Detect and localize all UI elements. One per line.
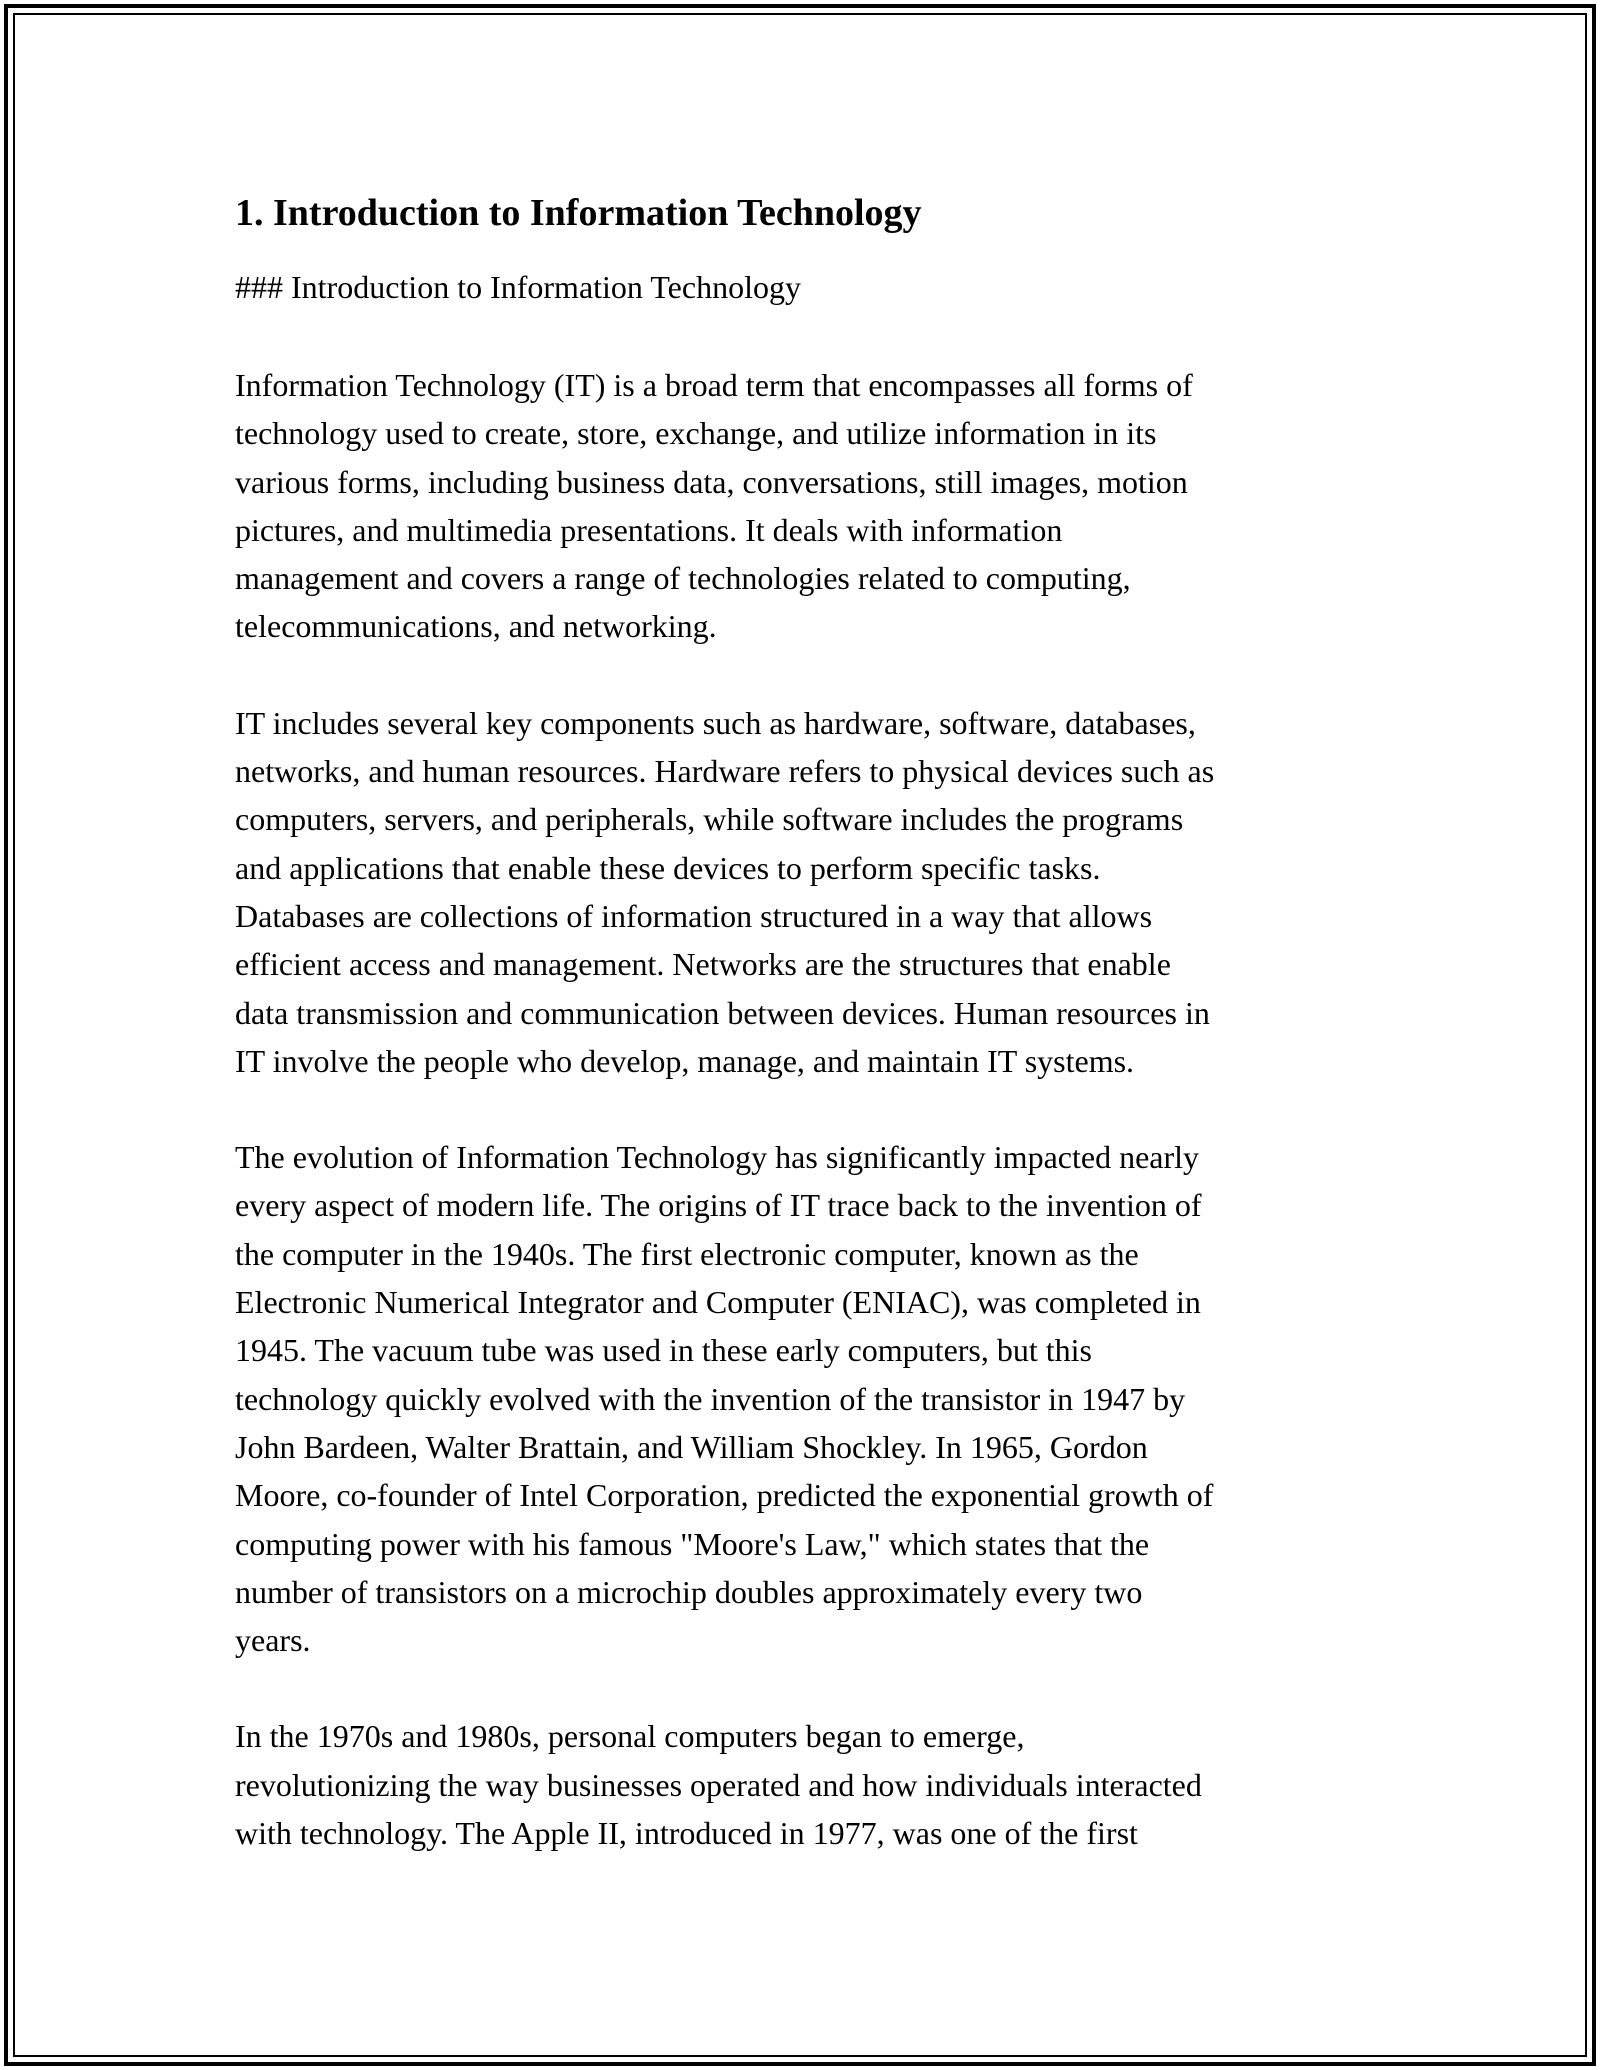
paragraph-it-definition: Information Technology (IT) is a broad term that encompasses all forms of technology used to create, store, exchange, and utilize information in its various forms, including business data, conversations, still images, motion pictures, and multimedia presentations. It deals with information management and covers a range of technologies related to computing, telecommunications, and networking. xyxy=(235,367,1193,645)
section-subheading: ### Introduction to Information Technology xyxy=(235,269,801,305)
section-heading: 1. Introduction to Information Technology xyxy=(235,192,922,234)
document-body xyxy=(235,185,1375,1905)
paragraph-it-components: IT includes several key components such as hardware, software, databases, networks, and human resources. Hardware refers to physical devices such as computers, servers, and peripherals, while software includes the programs and applications that enable these devices to perform specific tasks. Databases are collections of information structured in a way that allows efficient access and management. Networks are the structures that enable data transmission and communication between devices. Human resources in IT involve the people who develop, manage, and maintain IT systems. xyxy=(235,704,1215,1079)
paragraph-it-evolution: The evolution of Information Technology has significantly impacted nearly every aspect of modern life. The origins of IT trace back to the invention of the computer in the 1940s. The first electronic computer, known as the Electronic Numerical Integrator and Computer (ENIAC), was completed in 1945. The vacuum tube was used in these early computers, but this technology quickly evolved with the invention of the transistor in 1947 by John Bardeen, Walter Brattain, and William Shockley. In 1965, Gordon Moore, co-founder of Intel Corporation, predicted the exponential growth of computing power with his famous "Moore's Law," which states that the number of transistors on a microchip doubles approximately every two years. xyxy=(235,1139,1214,1659)
paragraph-personal-computers: In the 1970s and 1980s, personal computers began to emerge, revolutionizing the way businesses operated and how individuals interacted with technology. The Apple II, introduced in 1977, was one of the first xyxy=(235,1718,1202,1852)
